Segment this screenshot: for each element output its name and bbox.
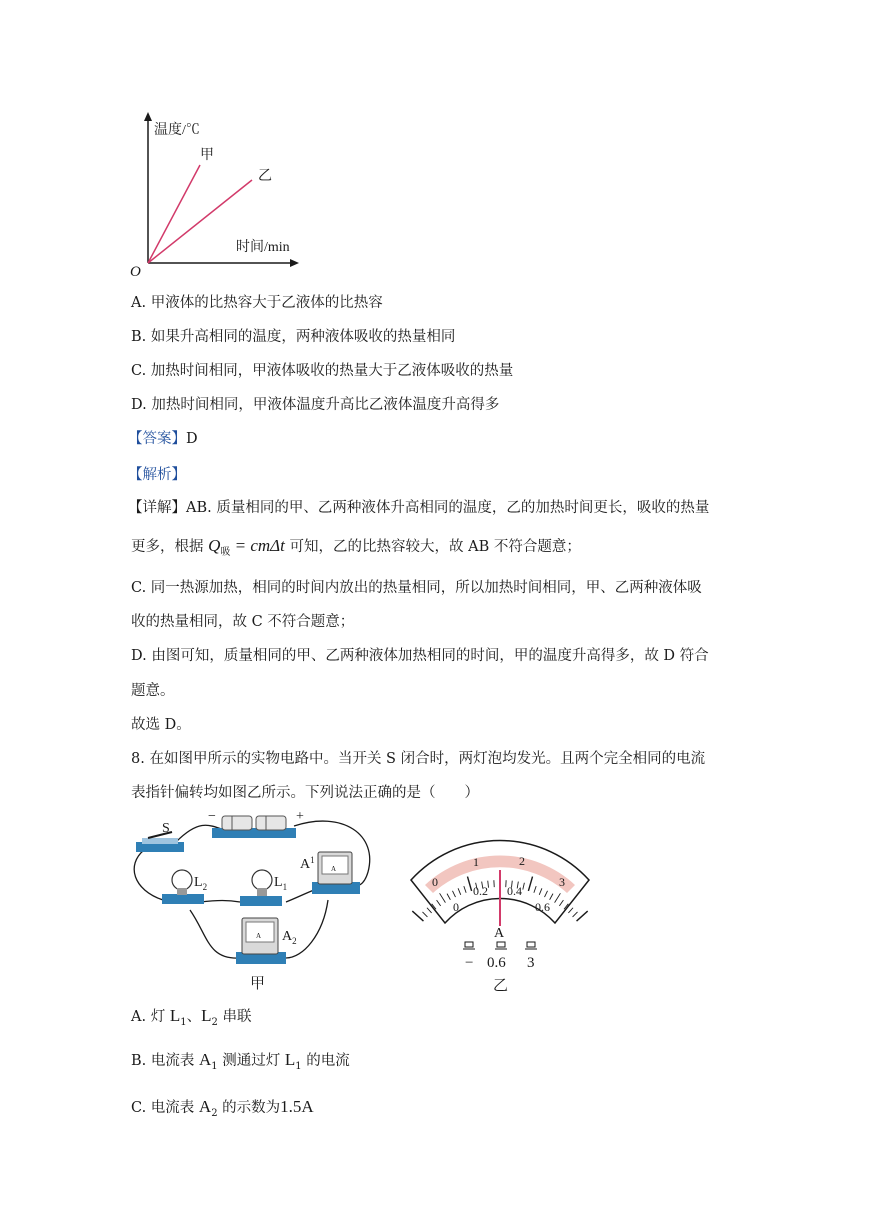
origin-label: O — [130, 264, 141, 280]
q8-option-c — [131, 1097, 314, 1124]
q8-option-a-post: 串联 — [217, 1009, 252, 1025]
q8-option-c-a-sub: 2 — [211, 1108, 218, 1119]
battery-minus: − — [208, 810, 216, 824]
wire-l1-a1 — [286, 890, 314, 902]
q8-option-b-pre: B. 电流表 — [131, 1053, 199, 1069]
terminal-0-6 — [487, 942, 507, 971]
q8-option-a-pre: A. 灯 — [131, 1009, 170, 1025]
q8-option-c-mid: 的示数为 — [217, 1100, 281, 1116]
q8-option-a-sep: 、 — [186, 1009, 202, 1025]
detail-line-1 — [128, 498, 709, 518]
wire-l2-l1 — [200, 901, 240, 903]
inner-tick-0-2: 0.2 — [473, 884, 488, 898]
detail-line-2 — [131, 536, 581, 563]
detail-p3-line1: D. 由图可知，质量相同的甲、乙两种液体加热相同的时间，甲的温度升高得多，故 D 符合 — [131, 648, 709, 664]
q8-option-b — [131, 1050, 350, 1077]
formula-q: Q — [208, 536, 221, 555]
q7-option-a: A. 甲液体的比热容大于乙液体的比热容 — [131, 295, 383, 311]
terminal-minus-label: − — [465, 955, 474, 971]
battery-plus: + — [296, 810, 304, 824]
series-jia-label: 甲 — [200, 148, 214, 163]
formula-sub: 吸 — [220, 547, 231, 558]
ammeter-a2-face-letter: A — [256, 932, 262, 940]
terminal-0-6-label: 0.6 — [487, 955, 506, 971]
outer-tick-3: 3 — [559, 875, 565, 889]
y-axis-label: 温度/℃ — [154, 123, 200, 138]
ammeter-a1 — [300, 852, 360, 894]
terminal-3 — [525, 942, 537, 971]
inner-tick-0-6: 0.6 — [535, 900, 550, 914]
q8-option-a-l1-sub: 1 — [180, 1017, 187, 1028]
dial-tick — [422, 912, 427, 917]
dial-tick — [412, 911, 423, 921]
ammeter-a1-face-letter: A — [331, 865, 337, 873]
y-axis-arrow — [144, 112, 152, 121]
detail-conclusion: 故选 D。 — [131, 717, 191, 733]
dial-tick — [577, 911, 588, 921]
q8-option-a-l2-sub: 2 — [211, 1017, 218, 1028]
detail-p2-line2: 收的热量相同，故 C 不符合题意； — [131, 614, 355, 630]
series-jia-line — [148, 165, 200, 263]
q8-option-b-a-sub: 1 — [211, 1061, 218, 1072]
ammeter-a2 — [236, 918, 297, 964]
circuit-diagram — [128, 810, 390, 992]
circuit-caption: 甲 — [250, 976, 266, 992]
formula-rest: = cmΔt — [230, 536, 285, 555]
analysis-label: 【解析】 — [128, 467, 186, 483]
temperature-time-graph — [120, 108, 320, 283]
lamp-l1 — [240, 870, 287, 906]
x-axis-arrow — [290, 259, 299, 267]
ammeter-a2-label: $A_2$ — [282, 929, 297, 946]
x-axis-label: 时间/min — [236, 240, 290, 255]
detail-p2-line1: C. 同一热源加热，相同的时间内放出的热量相同，所以加热时间相同，甲、乙两种液体吸 — [131, 580, 702, 596]
inner-tick-0-4: 0.4 — [507, 884, 522, 898]
lamp-l2 — [162, 870, 207, 904]
q8-option-c-val: 1.5A — [280, 1097, 314, 1116]
outer-tick-2: 2 — [519, 854, 525, 868]
wire-l2-a2 — [190, 910, 240, 958]
terminal-minus — [463, 942, 475, 971]
answer-value: D — [186, 431, 198, 447]
terminal-3-label: 3 — [527, 955, 535, 971]
q8-option-b-mid: 测通过灯 — [217, 1053, 285, 1069]
q7-option-d: D. 加热时间相同，甲液体温度升高比乙液体温度升高得多 — [131, 397, 500, 413]
detail-p3-line2: 题意。 — [131, 683, 175, 699]
answer-line — [128, 429, 198, 449]
q8-option-b-l-sub: 1 — [295, 1061, 302, 1072]
q8-option-c-pre: C. 电流表 — [131, 1100, 199, 1116]
series-yi-label: 乙 — [258, 169, 272, 184]
q8-line-1: 8. 在如图甲所示的实物电路中。当开关 S 闭合时，两灯泡均发光。且两个完全相同的电流 — [131, 751, 706, 767]
detail-p1-line2-pre: 更多，根据 — [131, 539, 209, 555]
dial-tick — [427, 908, 432, 913]
dial-tick — [568, 908, 573, 913]
dial-tick — [573, 912, 578, 917]
inner-tick-0: 0 — [453, 900, 459, 914]
q8-option-a-l2: L — [201, 1006, 212, 1025]
detail-p1-line1: AB. 质量相同的甲、乙两种液体升高相同的温度，乙的加热时间更长，吸收的热量 — [186, 500, 710, 516]
battery — [208, 810, 304, 838]
dial-caption: 乙 — [493, 978, 509, 993]
ammeter-a1-label: $A^1$ — [300, 855, 315, 872]
q8-option-b-post: 的电流 — [301, 1053, 350, 1069]
wire-a1-a2 — [286, 900, 328, 958]
wire-switch-loop — [134, 850, 163, 900]
outer-tick-1: 1 — [473, 855, 479, 869]
detail-label: 【详解】 — [128, 500, 186, 516]
q8-line-2: 表指针偏转均如图乙所示。下列说法正确的是（ ） — [131, 785, 479, 801]
ammeter-dial — [405, 815, 595, 993]
dial-unit: A — [494, 926, 505, 941]
q7-option-b: B. 如果升高相同的温度，两种液体吸收的热量相同 — [131, 329, 456, 345]
q8-option-c-a: A — [198, 1097, 212, 1116]
q7-option-c: C. 加热时间相同，甲液体吸收的热量大于乙液体吸收的热量 — [131, 363, 514, 379]
detail-p1-line2-post: 可知，乙的比热容较大，故 AB 不符合题意； — [284, 539, 581, 555]
lamp-l1-label: $L_1$ — [274, 875, 288, 892]
switch — [136, 821, 184, 852]
switch-label: S — [162, 821, 170, 836]
lamp-l2-label: $L_2$ — [194, 875, 208, 892]
q8-option-a-l1: L — [169, 1006, 181, 1025]
answer-label: 【答案】 — [128, 431, 186, 447]
q8-option-a — [131, 1006, 251, 1033]
q8-option-b-l: L — [284, 1050, 296, 1069]
q8-option-b-a: A — [198, 1050, 212, 1069]
outer-tick-0: 0 — [432, 875, 438, 889]
